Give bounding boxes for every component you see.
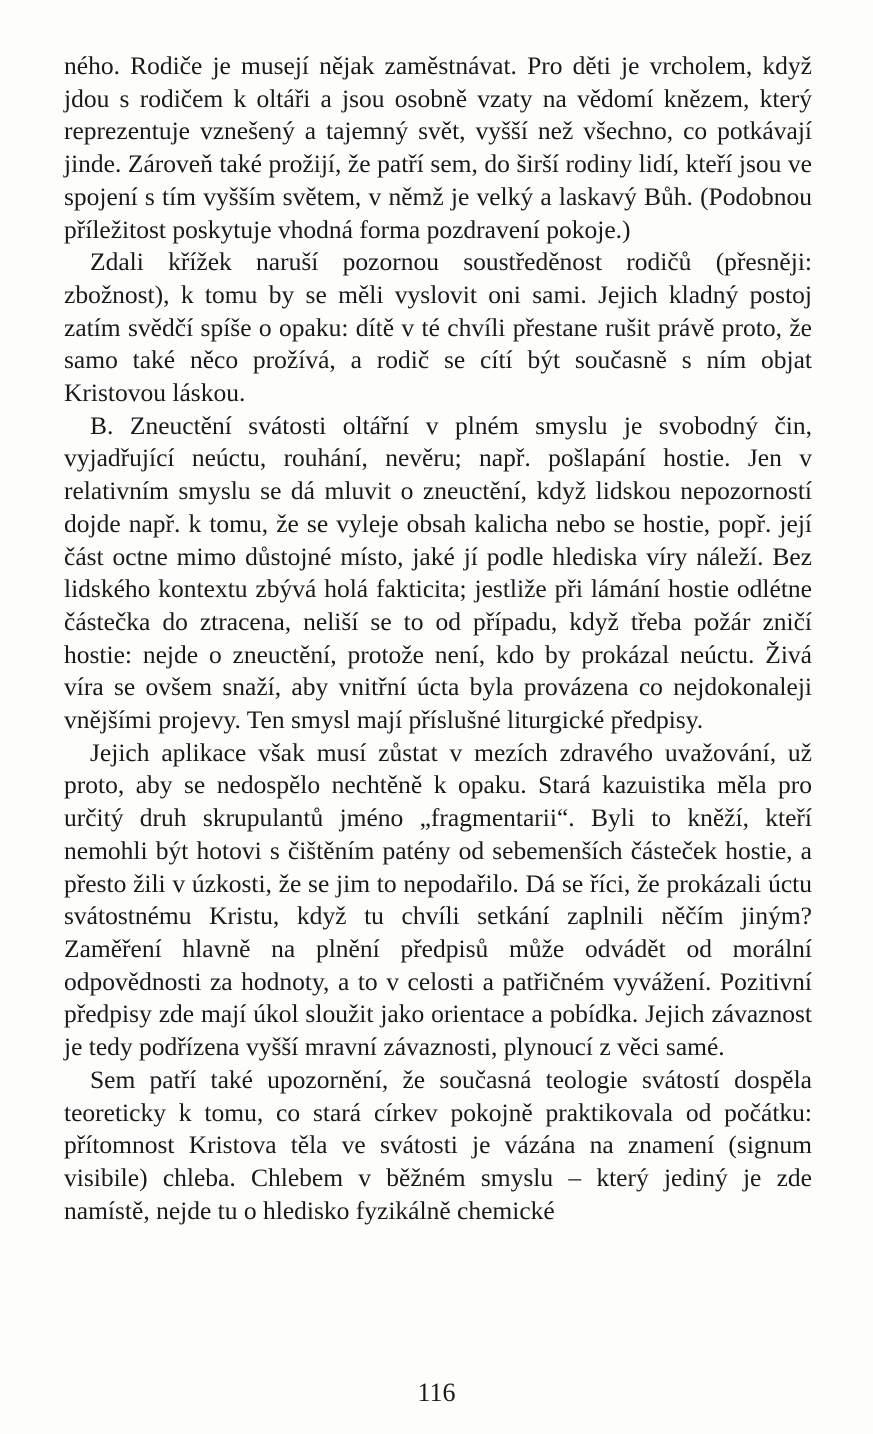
paragraph-1: ného. Rodiče je musejí nějak zaměstnávat. Pro děti je vrcholem, když jdou s rodičem k oltáři a jsou osobně vzaty na vědomí knězem, který reprezentuje vznešený a tajemný svět, vyšší než všechno, co potkávají jinde. Zároveň také prožijí, že patří sem, do širší rodiny lidí, kteří jsou ve spojení s tím vyšším světem, v němž je velký a laskavý Bůh. (Podobnou příležitost poskytuje vhodná forma pozdravení pokoje.) — [64, 51, 812, 244]
paragraph-4: Jejich aplikace však musí zůstat v mezích zdravého uvažování, už proto, aby se nedospělo nechtěně k opaku. Stará kazuistika měla pro určitý druh skrupulantů jméno „fragmentarii“. Byli to kněží, kteří nemohli být hotovi s čištěním patény od sebemenších částeček hostie, a přesto žili v úzkosti, že se jim to nepodařilo. Dá se říci, že prokázali úctu svátostnému Kristu, když tu chvíli setkání zaplnili něčím jiným? Zaměření hlavně na plnění předpisů může odvádět od morální odpovědnosti za hodnoty, a to v celosti a patřičném vyvážení. Pozitivní předpisy zde mají úkol sloužit jako orientace a pobídka. Jejich závaznost je tedy podřízena vyšší mravní závaznosti, plynoucí z věci samé. — [64, 737, 812, 1062]
paragraph-3: B. Zneuctění svátosti oltářní v plném smyslu je svobodný čin, vyjadřující neúctu, rouhání, nevěru; např. pošlapání hostie. Jen v relativním smyslu se dá mluvit o zneuctění, když lidskou nepozorností dojde např. k tomu, že se vyleje obsah kalicha nebo se hostie, popř. její část octne mimo důstojné místo, jaké jí podle hlediska víry náleží. Bez lidského kontextu zbývá holá fakticita; jestliže při lámání hostie odlétne částečka do ztracena, neliší se to od případu, když třeba požár zničí hostie: nejde o zneuctění, protože není, kdo by prokázal neúctu. Živá víra se ovšem snaží, aby vnitřní úcta byla provázena co nejdokonaleji vnějšími projevy. Ten smysl mají příslušné liturgické předpisy. — [64, 410, 812, 735]
paragraph-5: Sem patří také upozornění, že současná teologie svátostí dospěla teoreticky k tomu, co stará církev pokojně praktikovala od počátku: přítomnost Kristova těla ve svátosti je vázána na znamení (signum visibile) chleba. Chlebem v běžném smyslu – který jediný je zde namístě, nejde tu o hledisko fyzikálně chemické — [64, 1064, 812, 1225]
paragraph-2: Zdali křížek naruší pozornou soustředěnost rodičů (přesněji: zbožnost), k tomu by se měli vyslovit oni sami. Jejich kladný postoj zatím svědčí spíše o opaku: dítě v té chvíli přestane rušit právě proto, že samo také něco prožívá, a rodič se cítí být současně s ním objat Kristovou láskou. — [64, 247, 812, 408]
body-text — [64, 50, 812, 1227]
page-number: 116 — [417, 1378, 456, 1407]
